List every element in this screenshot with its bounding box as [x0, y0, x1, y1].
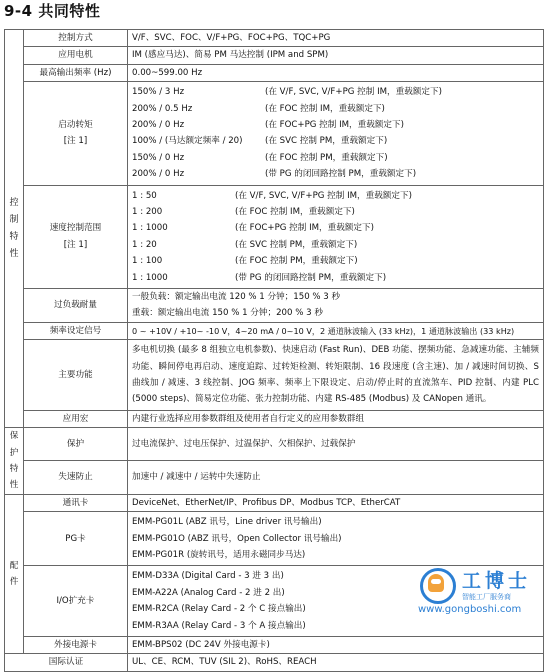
- speed-range-title: 速度控制范围: [49, 223, 102, 234]
- label-motor: 应用电机: [24, 47, 128, 64]
- io-card-line: EMM-R3AA (Relay Card - 3 个 A 接点输出): [132, 620, 306, 631]
- speed-range-line: 1 : 1000 (在 FOC+PG 控制 IM，重载额定下): [132, 223, 374, 234]
- value-speed-range: [128, 185, 544, 288]
- overload-line: 重载：额定输出电流 150 % 1 分钟；200 % 3 秒: [132, 308, 323, 319]
- overload-line: 一般负载：额定输出电流 120 % 1 分钟；150 % 3 秒: [132, 291, 341, 302]
- watermark-subtitle: 智能工厂服务商: [462, 593, 511, 601]
- label-stall-prevention: 失速防止: [24, 461, 128, 494]
- watermark-logo: [418, 566, 542, 628]
- label-max-frequency: 最高输出频率 (Hz): [24, 64, 128, 81]
- start-torque-line: 150% / 3 Hz (在 V/F, SVC, V/F+PG 控制 IM，重载额定下): [132, 87, 442, 98]
- io-card-line: EMM-R2CA (Relay Card - 2 个 C 接点输出): [132, 604, 306, 615]
- label-start-torque: [24, 82, 128, 185]
- row-overload: [5, 288, 544, 322]
- label-pg-card: PG卡: [24, 512, 128, 566]
- row-start-torque: [5, 82, 544, 185]
- start-torque-line: 200% / 0 Hz (在 FOC+PG 控制 IM，重载额定下): [132, 120, 404, 130]
- label-io-card: I/O扩充卡: [24, 566, 128, 637]
- row-certification: [5, 654, 544, 671]
- value-ext-power-card: EMM-BPS02 (DC 24V 外接电源卡): [128, 636, 544, 653]
- value-stall-prevention: 加速中 / 减速中 / 运转中失速防止: [128, 461, 544, 494]
- value-motor: IM (感应马达)、简易 PM 马达控制 (IPM and SPM): [128, 47, 544, 64]
- pg-card-line: EMM-PG01L (ABZ 讯号，Line driver 讯号输出): [132, 517, 322, 528]
- value-start-torque: [128, 82, 544, 185]
- value-main-functions: 多电机切换 (最多 8 组独立电机参数)、快速启动 (Fast Run)、DEB 功能、摆频功能、急减速功能、主辅频功能、瞬间停电再启动、速度追踪、过转矩检测、转矩限制、16 段速度 (含主速)、加 / 减速时间切换、S 曲线加 / 减速、3 线控制、JOG 频率、频率上下限设定、启动/停止时的直流煞车、PID 控制、内建 PLC (5000 steps)、简易定位功能、张力控制功能、内建 RS-485 (Modbus) 及 CANopen 通讯。: [128, 340, 544, 411]
- speed-range-line: 1 : 100 (在 FOC 控制 PM，重载额定下): [132, 256, 358, 267]
- start-torque-line: 200% / 0 Hz (带 PG 的闭回路控制 PM，重载额定下): [132, 169, 417, 180]
- start-torque-line: 200% / 0.5 Hz (在 FOC 控制 IM，重载额定下): [132, 103, 385, 114]
- value-certification: UL、CE、RCM、TUV (SIL 2)、RoHS、REACH: [128, 654, 544, 671]
- speed-range-line: 1 : 50 (在 V/F, SVC, V/F+PG 控制 IM，重载额定下): [132, 190, 412, 201]
- row-ext-power-card: [5, 636, 544, 653]
- row-main-functions: [5, 340, 544, 411]
- group-control-char-3: 特: [9, 231, 19, 242]
- row-control-mode: [5, 30, 544, 47]
- io-card-line: EMM-D33A (Digital Card - 3 进 3 出): [132, 571, 284, 582]
- robot-mascot-icon: [428, 574, 444, 592]
- start-torque-line: 100% / (马达额定频率 / 20) (在 SVC 控制 PM，重载额定下): [132, 136, 388, 147]
- label-comm-card: 通讯卡: [24, 494, 128, 511]
- io-card-line: EMM-A22A (Analog Card - 2 进 2 出): [132, 587, 285, 598]
- group-control-char-4: 性: [9, 248, 19, 259]
- group-control-char-2: 制: [9, 214, 19, 225]
- group-control-characteristics: [5, 30, 24, 428]
- label-protection: 保护: [24, 428, 128, 461]
- value-frequency-signal: 0 ~ +10V / +10~ -10 V，4~20 mA / 0~10 V，2 通道脉波输入 (33 kHz)，1 通道脉波输出 (33 kHz): [128, 322, 544, 339]
- row-pg-card: [5, 512, 544, 566]
- speed-range-line: 1 : 200 (在 FOC 控制 IM，重载额定下): [132, 206, 355, 217]
- start-torque-line: 150% / 0 Hz (在 FOC 控制 PM，重载额定下): [132, 152, 388, 163]
- group-protection-line-2: 特性: [9, 463, 19, 491]
- label-application-macro: 应用宏: [24, 410, 128, 427]
- row-motor: [5, 47, 544, 64]
- speed-range-line: 1 : 20 (在 SVC 控制 PM，重载额定下): [132, 239, 358, 250]
- label-frequency-signal: 频率设定信号: [24, 322, 128, 339]
- start-torque-note: [注 1]: [63, 136, 88, 147]
- value-pg-card: [128, 512, 544, 566]
- group-accessories: 配件: [5, 494, 24, 654]
- label-certification: 国际认证: [5, 654, 128, 671]
- row-stall-prevention: [5, 461, 544, 494]
- group-protection-characteristics: [5, 428, 24, 495]
- label-overload: 过负载耐量: [24, 288, 128, 322]
- label-control-mode: 控制方式: [24, 30, 128, 47]
- value-comm-card: DeviceNet、EtherNet/IP、Profibus DP、Modbus TCP、EtherCAT: [128, 494, 544, 511]
- label-ext-power-card: 外接电源卡: [24, 636, 128, 653]
- label-main-functions: 主要功能: [24, 340, 128, 411]
- value-max-frequency: 0.00~599.00 Hz: [128, 64, 544, 81]
- row-protection: [5, 428, 544, 461]
- speed-range-line: 1 : 1000 (带 PG 的闭回路控制 PM，重载额定下): [132, 272, 387, 283]
- group-protection-line-1: 保护: [9, 431, 19, 458]
- value-protection: 过电流保护、过电压保护、过温保护、欠相保护、过载保护: [128, 428, 544, 461]
- row-application-macro: [5, 410, 544, 427]
- value-application-macro: 内建行业选择应用参数群组及使用者自行定义的应用参数群组: [128, 410, 544, 427]
- row-frequency-signal: [5, 322, 544, 339]
- pg-card-line: EMM-PG01R (旋转讯号，适用永磁同步马达): [132, 549, 306, 560]
- row-max-frequency: [5, 64, 544, 81]
- section-heading: 9-4 共同特性: [4, 2, 101, 20]
- speed-range-note: [注 1]: [63, 239, 88, 250]
- pg-card-line: EMM-PG01O (ABZ 讯号，Open Collector 讯号输出): [132, 533, 342, 544]
- value-control-mode: V/F、SVC、FOC、V/F+PG、FOC+PG、TQC+PG: [128, 30, 544, 47]
- group-control-char-1: 控: [9, 197, 19, 208]
- label-speed-range: [24, 185, 128, 288]
- watermark-url: www.gongboshi.com: [418, 604, 522, 615]
- row-comm-card: [5, 494, 544, 511]
- start-torque-title: 启动转矩: [58, 119, 93, 130]
- value-overload: [128, 288, 544, 322]
- watermark-name: 工博士: [462, 570, 532, 592]
- row-speed-range: [5, 185, 544, 288]
